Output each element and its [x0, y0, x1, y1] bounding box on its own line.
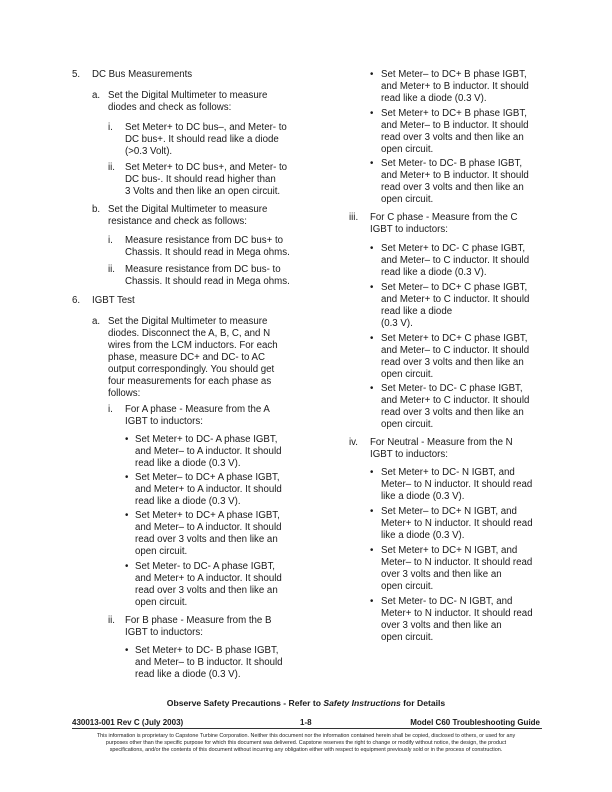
- page-number: 1-8: [300, 718, 312, 727]
- text-line: and Meter+ to A inductor. It should: [135, 573, 282, 584]
- text-line: Chassis. It should read in Mega ohms.: [125, 276, 290, 287]
- text-line: DC bus-. It should read higher than: [125, 174, 276, 185]
- text-line: read over 3 volts and then like an: [135, 534, 278, 545]
- text-line: Set Meter- to DC- B phase IGBT,: [381, 158, 523, 169]
- text-line: Set the Digital Multimeter to measure: [108, 90, 268, 101]
- text-line: open circuit.: [381, 632, 434, 643]
- text-line: Set the Digital Multimeter to measure: [108, 204, 268, 215]
- text-line: Set Meter+ to DC- B phase IGBT,: [135, 645, 279, 656]
- text-line: IGBT to inductors:: [370, 449, 448, 460]
- bullet-icon: •: [370, 467, 374, 478]
- safety-notice: [0, 698, 612, 708]
- text-line: over 3 volts and then like an: [381, 569, 502, 580]
- list-marker: a.: [92, 90, 101, 101]
- text-line: Meter+ to N inductor. It should read: [381, 608, 533, 619]
- section-title: DC Bus Measurements: [92, 69, 193, 80]
- text-line: Set Meter+ to DC- N IGBT, and: [381, 467, 515, 478]
- text-line: follows:: [108, 388, 141, 399]
- text-line: open circuit.: [381, 194, 434, 205]
- text-line: over 3 volts and then like an: [381, 620, 502, 631]
- section-number: 5.: [72, 69, 81, 80]
- legal-line: purposes other than the specific purpose for which this document was delivered. Capstone reserves the right to change or modify without notice, the design, the product: [105, 740, 507, 747]
- text-line: Set Meter+ to DC bus–, and Meter- to: [125, 122, 287, 133]
- text-line: read over 3 volts and then like an: [381, 407, 524, 418]
- text-line: and Meter+ to C inductor. It should: [381, 395, 530, 406]
- text-line: Meter– to N inductor. It should read: [381, 479, 533, 490]
- list-marker: i.: [108, 122, 113, 133]
- text-line: For B phase - Measure from the B: [125, 615, 272, 626]
- text-line: output correspondingly. You should get: [108, 364, 275, 375]
- bullet-icon: •: [370, 243, 374, 254]
- text-line: and Meter+ to A inductor. It should: [135, 484, 282, 495]
- text-line: For Neutral - Measure from the N: [370, 437, 513, 448]
- text-line: phase, measure DC+ and DC- to AC: [108, 352, 265, 363]
- bullet-icon: •: [370, 108, 374, 119]
- text-line: and Meter+ to B inductor. It should: [381, 170, 529, 181]
- text-line: Measure resistance from DC bus+ to: [125, 235, 284, 246]
- text-line: DC bus+. It should read like a diode: [125, 134, 279, 145]
- text-line: (>0.3 Volt).: [125, 146, 173, 157]
- list-marker: iii.: [349, 212, 359, 223]
- text-line: read over 3 volts and then like an: [135, 585, 278, 596]
- document-id: 430013-001 Rev C (July 2003): [72, 718, 184, 727]
- text-line: Set the Digital Multimeter to measure: [108, 316, 268, 327]
- bullet-icon: •: [370, 596, 374, 607]
- bullet-icon: •: [370, 69, 374, 80]
- safety-notice-suffix: for Details: [400, 698, 446, 708]
- text-line: Set Meter– to DC+ A phase IGBT,: [135, 472, 280, 483]
- legal-notice: [60, 733, 552, 755]
- text-line: and Meter+ to B inductor. It should: [381, 81, 529, 92]
- text-line: Set Meter+ to DC+ A phase IGBT,: [135, 510, 280, 521]
- bullet-icon: •: [370, 383, 374, 394]
- list-marker: ii.: [108, 615, 115, 626]
- text-line: like a diode (0.3 V).: [381, 491, 465, 502]
- bullet-icon: •: [370, 282, 374, 293]
- safety-notice-prefix: Observe Safety Precautions - Refer to: [166, 698, 324, 708]
- text-line: open circuit.: [381, 581, 434, 592]
- text-line: IGBT to inductors:: [125, 416, 203, 427]
- text-line: four measurements for each phase as: [108, 376, 272, 387]
- text-line: Chassis. It should read in Mega ohms.: [125, 247, 290, 258]
- text-line: and Meter– to C inductor. It should: [381, 345, 530, 356]
- bullet-icon: •: [125, 510, 129, 521]
- list-marker: i.: [108, 235, 113, 246]
- bullet-icon: •: [125, 645, 129, 656]
- text-line: open circuit.: [135, 546, 188, 557]
- text-line: read like a diode (0.3 V).: [135, 669, 241, 680]
- text-line: Set Meter– to DC+ C phase IGBT,: [381, 282, 528, 293]
- text-line: Set Meter- to DC- N IGBT, and: [381, 596, 513, 607]
- text-line: and Meter– to A inductor. It should: [135, 446, 282, 457]
- bullet-icon: •: [125, 561, 129, 572]
- text-line: resistance and check as follows:: [108, 216, 247, 227]
- bullet-icon: •: [125, 434, 129, 445]
- text-line: open circuit.: [381, 419, 434, 430]
- text-line: Measure resistance from DC bus- to: [125, 264, 281, 275]
- text-line: For A phase - Measure from the A: [125, 404, 270, 415]
- list-marker: a.: [92, 316, 101, 327]
- text-line: and Meter+ to C inductor. It should: [381, 294, 530, 305]
- bullet-icon: •: [370, 506, 374, 517]
- safety-notice-emphasis: Safety Instructions: [323, 698, 401, 708]
- text-line: read like a diode (0.3 V).: [135, 496, 241, 507]
- bullet-icon: •: [125, 472, 129, 483]
- text-line: Set Meter– to DC+ B phase IGBT,: [381, 69, 527, 80]
- text-line: read like a diode: [381, 306, 453, 317]
- guide-title: Model C60 Troubleshooting Guide: [410, 718, 540, 727]
- text-line: IGBT to inductors:: [370, 224, 448, 235]
- text-line: read like a diode (0.3 V).: [135, 458, 241, 469]
- text-line: Set Meter– to DC+ N IGBT, and: [381, 506, 517, 517]
- text-line: Set Meter- to DC- A phase IGBT,: [135, 561, 275, 572]
- text-line: Set Meter+ to DC- C phase IGBT,: [381, 243, 526, 254]
- bullet-icon: •: [370, 333, 374, 344]
- text-line: Set Meter+ to DC+ B phase IGBT,: [381, 108, 527, 119]
- text-line: and Meter– to B inductor. It should: [135, 657, 283, 668]
- list-marker: b.: [92, 204, 101, 215]
- text-line: and Meter– to A inductor. It should: [135, 522, 282, 533]
- bullet-icon: •: [370, 158, 374, 169]
- text-line: read over 3 volts and then like an: [381, 357, 524, 368]
- text-line: Meter– to N inductor. It should read: [381, 557, 533, 568]
- text-line: diodes. Disconnect the A, B, C, and N: [108, 328, 271, 339]
- text-line: read over 3 volts and then like an: [381, 132, 524, 143]
- legal-line: specifications, and/or the contents of this document without incurring any obligation either with respect to equipment previously sold or in the process of construction.: [109, 747, 503, 754]
- text-line: open circuit.: [381, 369, 434, 380]
- text-line: open circuit.: [381, 144, 434, 155]
- text-line: 3 Volts and then like an open circuit.: [125, 186, 281, 197]
- text-line: read like a diode (0.3 V).: [381, 93, 487, 104]
- text-line: and Meter– to C inductor. It should: [381, 255, 530, 266]
- text-line: Set Meter+ to DC bus+, and Meter- to: [125, 162, 288, 173]
- list-marker: ii.: [108, 264, 115, 275]
- text-line: For C phase - Measure from the C: [370, 212, 518, 223]
- list-marker: ii.: [108, 162, 115, 173]
- text-line: wires from the LCM inductors. For each: [108, 340, 278, 351]
- footer-divider: [72, 728, 542, 729]
- text-line: like a diode (0.3 V).: [381, 530, 465, 541]
- text-line: diodes and check as follows:: [108, 102, 232, 113]
- text-line: read like a diode (0.3 V).: [381, 267, 487, 278]
- section-title: IGBT Test: [92, 295, 135, 306]
- section-number: 6.: [72, 295, 81, 306]
- text-line: read over 3 volts and then like an: [381, 182, 524, 193]
- text-line: Set Meter- to DC- C phase IGBT,: [381, 383, 523, 394]
- text-line: Meter+ to N inductor. It should read: [381, 518, 533, 529]
- text-line: Set Meter+ to DC+ N IGBT, and: [381, 545, 518, 556]
- text-line: IGBT to inductors:: [125, 627, 203, 638]
- list-marker: i.: [108, 404, 113, 415]
- text-line: Set Meter+ to DC- A phase IGBT,: [135, 434, 278, 445]
- text-line: Set Meter+ to DC+ C phase IGBT,: [381, 333, 528, 344]
- bullet-icon: •: [370, 545, 374, 556]
- text-line: open circuit.: [135, 597, 188, 608]
- text-line: and Meter– to B inductor. It should: [381, 120, 529, 131]
- legal-line: This information is proprietary to Capstone Turbine Corporation. Neither this document nor the information contained herein shall be copied, disclosed to others, or used for any: [96, 733, 516, 739]
- text-line: (0.3 V).: [381, 318, 413, 329]
- list-marker: iv.: [349, 437, 358, 448]
